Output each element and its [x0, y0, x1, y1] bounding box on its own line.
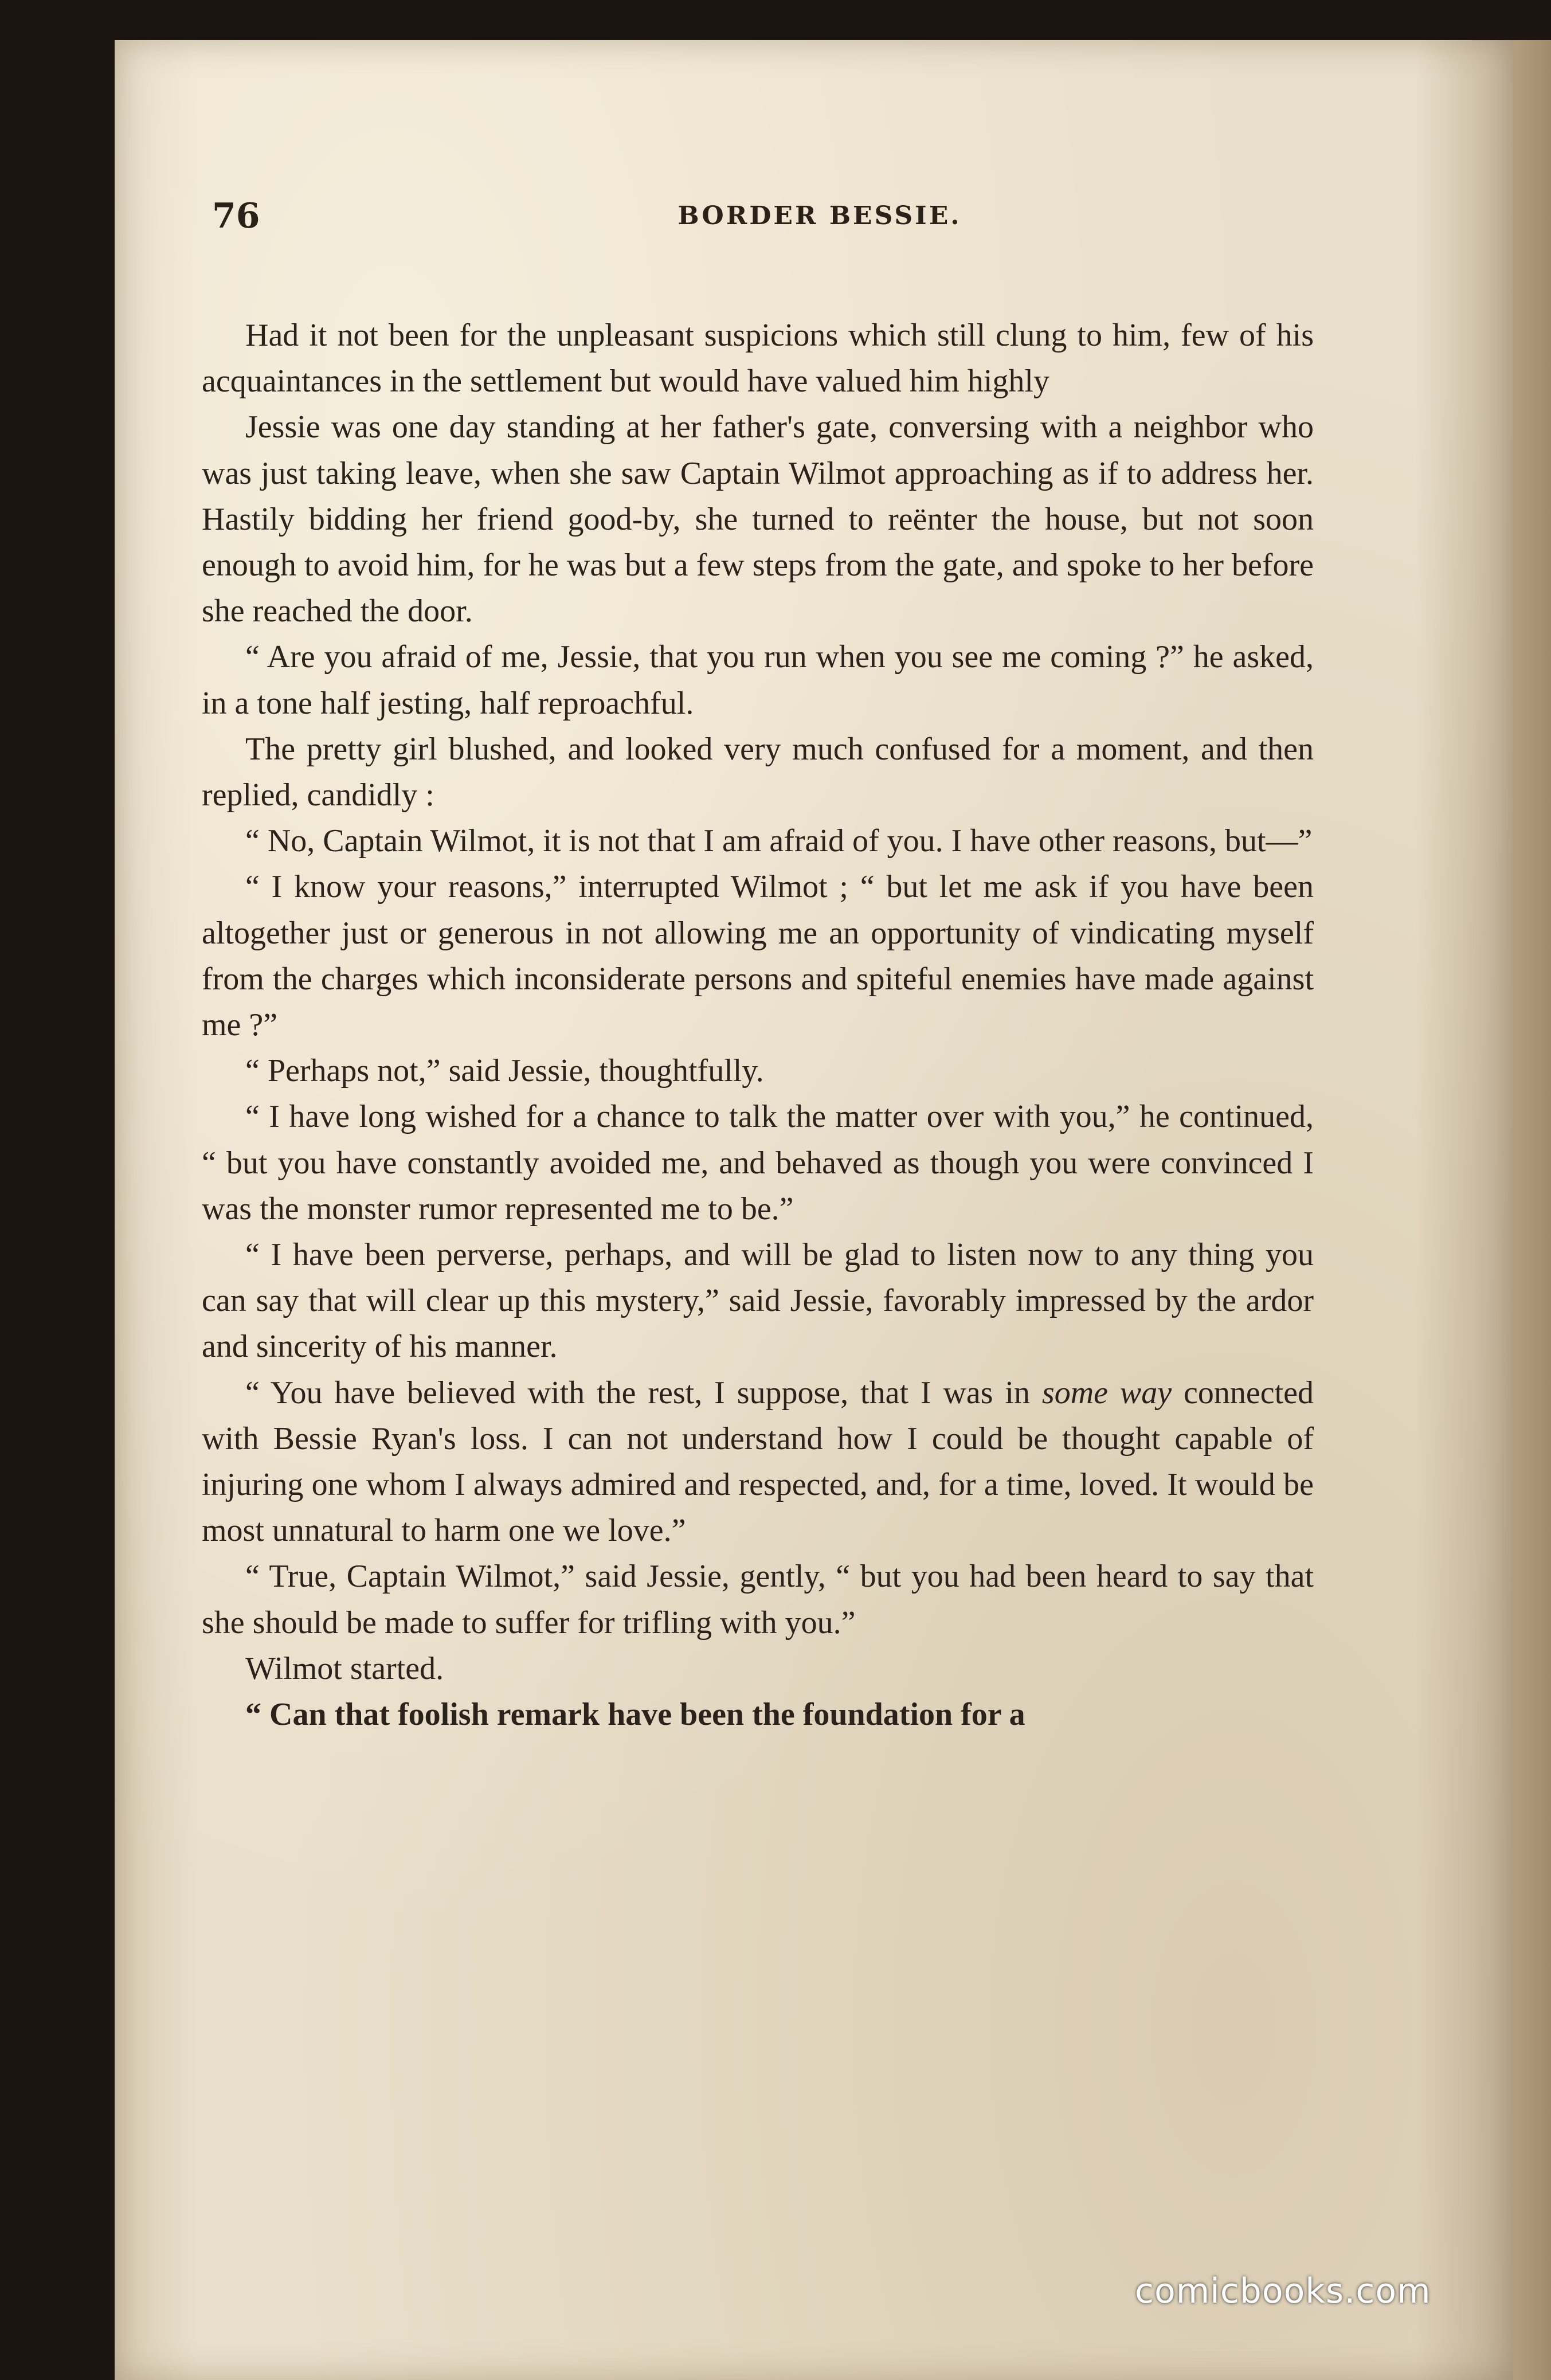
paragraph: “ I have long wished for a chance to talk the matter over with you,” he continued, “ but you have constantly avoided me, and behaved as though you were convinced I was the monster rumor represented me to be.”: [202, 1099, 1314, 1227]
site-watermark: comicbooks.com: [1135, 2271, 1431, 2311]
paragraph: “ True, Captain Wilmot,” said Jessie, gently, “ but you had been heard to say that she should be made to suffer for trifling with you.”: [202, 1559, 1314, 1641]
text-run: “ You have believed with the rest, I suppose, that I was in: [245, 1375, 1042, 1411]
paragraph: Had it not been for the unpleasant suspicions which still clung to him, few of his acquaintances in the settlement but would have valued him highly: [202, 318, 1314, 400]
paragraph: “ I know your reasons,” interrupted Wilmot ; “ but let me ask if you have been altogether just or generous in not allowing me an opportunity of vindicating myself from the charges which inconsiderate persons and spiteful enemies have made against me ?”: [202, 869, 1314, 1043]
paragraph: “ Perhaps not,” said Jessie, thoughtfully.: [245, 1053, 764, 1089]
continued-paragraph: “ Can that foolish remark have been the foundation for a: [245, 1697, 1025, 1733]
paragraph: Jessie was one day standing at her father's gate, conversing with a neighbor who was just taking leave, when she saw Captain Wilmot approaching as if to address her. Hastily bidding her friend good-by, she turned to reënter the house, but not soon enough to avoid him, for he was but a few steps from the gate, and spoke to her before she reached the door.: [202, 409, 1314, 629]
paragraph: “ Are you afraid of me, Jessie, that you run when you see me coming ?” he asked, in a tone half jesting, half reproachful.: [202, 639, 1314, 721]
text-run: connected with Bessie Ryan's loss. I can not understand how I could be thought capable of injuring one whom I always admired and respected, and, for a time, loved. It would be most unnatural to harm one we love.”: [202, 1375, 1314, 1549]
page-sheet: [115, 40, 1513, 2380]
paragraph-with-emphasis: [202, 1370, 1314, 1554]
emphasis: some way: [1041, 1375, 1172, 1411]
paragraph: The pretty girl blushed, and looked very much confused for a moment, and then replied, candidly :: [202, 731, 1314, 813]
paragraph: “ I have been perverse, perhaps, and will be glad to listen now to any thing you can say that will clear up this mystery,” said Jessie, favorably impressed by the ardor and sincerity of his manner.: [202, 1237, 1314, 1365]
paragraph: “ No, Captain Wilmot, it is not that I am afraid of you. I have other reasons, but—”: [245, 823, 1313, 859]
running-title: BORDER BESSIE.: [677, 201, 962, 230]
body-text: [202, 312, 1314, 1737]
running-head: [212, 190, 1427, 242]
page-number: 76: [212, 196, 260, 236]
paragraph: Wilmot started.: [245, 1650, 444, 1686]
